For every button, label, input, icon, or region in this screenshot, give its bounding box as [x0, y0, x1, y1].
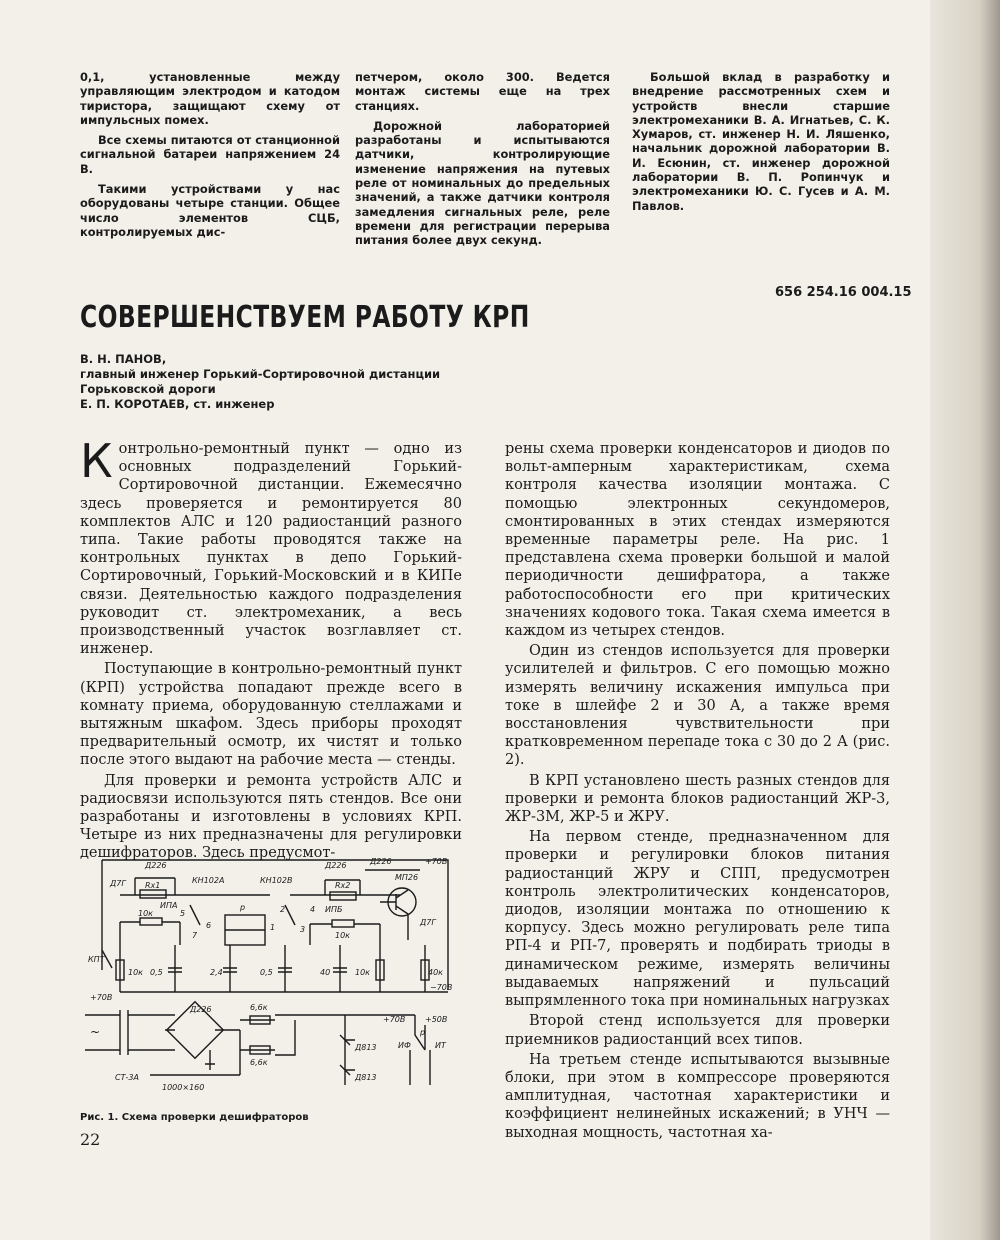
label-6k6-1: 6,6к [250, 1003, 268, 1012]
body-column-1 [80, 434, 462, 863]
paragraph: Дорожной лабораторией разработаны и испытываются датчики, контролирующие изменение напряжения на путевых реле от номинальных до предельных значений, а также датчики контроля замедления сигнальных реле, реле времени для регистрации перерыва питания более двух секунд. [355, 118, 610, 248]
label-c05-2: 0,5 [260, 968, 273, 977]
label-mp26: МП26 [395, 873, 419, 882]
label-3: 3 [300, 925, 306, 934]
label-kn102a: КН102А [192, 876, 225, 885]
label-c24: 2,4 [210, 968, 223, 977]
label-10k-2: 10к [335, 931, 351, 940]
label-minus70: −70В [430, 983, 453, 992]
paragraph: Большой вклад в разработку и внедрение рассмотренных схем и устройств внесли старшие электромеханики В. А. Игнатьев, С. К. Хумаров, ст. инженер Н. И. Ляшенко, начальник дорожной лаборатории В. И. Есюнин, ст. инженер дорожной лаборатории В. П. Ропинчук и электромеханики Ю. С. Гусев и А. М. Павлов. [632, 70, 890, 213]
udk-code: 656 254.16 004.15 [775, 285, 912, 300]
paragraph: Для проверки и ремонта устройств АЛС и радиосвязи используются пять стендов. Все они разработаны и изготовлены в условиях КРП. Четыре из них предназначены для регулировки дешифраторов. Здесь предусмот- [80, 772, 462, 862]
label-c40: 40 [320, 968, 331, 977]
body-column-2 [505, 440, 890, 1142]
label-tilde: ~ [90, 1025, 101, 1039]
label-plus70-left: +70В [90, 993, 113, 1002]
label-kpt: КПТ [88, 955, 105, 964]
label-d813-1: Д813 [355, 1043, 377, 1052]
top-column-3 [632, 70, 890, 219]
label-p2: р [420, 1028, 426, 1037]
label-6: 6 [206, 921, 212, 930]
label-4: 4 [310, 905, 316, 914]
label-plus70-top: +70В [425, 857, 448, 866]
paragraph-text: онтрольно-ремонтный пункт — одно из основных подразделений Горький-Сортировочной дистанции. Ежемесячно здесь проверяется и ремонтируется 80 комплектов АЛС и 120 радиостанций разного типа. Такие работы проводятся также на контрольных пунктах в депо Горький-Сортировочный, Горький-Московский и в КИПе связи. Деятельностью каждого подразделения руководит ст. электромеханик, а весь производственный участок возглавляет ст. инженер. [80, 441, 462, 658]
authors-block [80, 352, 440, 412]
label-c1000: 1000×160 [162, 1083, 205, 1092]
author-1-org: Горьковской дороги [80, 382, 216, 396]
label-plus70-bottom: +70В [383, 1015, 406, 1024]
label-if: ИФ [398, 1041, 411, 1050]
article-title: СОВЕРШЕНСТВУЕМ РАБОТУ КРП [80, 300, 530, 335]
top-column-1 [80, 70, 340, 245]
label-d7g-left: Д7Г [110, 879, 126, 888]
label-6k6-2: 6,6к [250, 1058, 268, 1067]
paragraph: На третьем стенде испытываются вызывные блоки, при этом в компрессоре проверяются амплитудная, частотная характеристики и коэффициент нелинейных искажений; в УНЧ — выходная мощность, частотная ха- [505, 1051, 890, 1141]
label-10k-1: 10к [138, 909, 154, 918]
label-p: р [240, 903, 246, 912]
label-40k: 40к [428, 968, 444, 977]
paragraph: Второй стенд используется для проверки приемников радиостанций всех типов. [505, 1013, 890, 1048]
paragraph [80, 434, 462, 658]
label-d226-2: Д226 [325, 861, 347, 870]
label-ipb: ИПБ [325, 905, 343, 914]
label-c05-1: 0,5 [150, 968, 163, 977]
page-number: 22 [80, 1130, 101, 1149]
label-rx1: Rx1 [145, 881, 161, 890]
paragraph: Такими устройствами у нас оборудованы четыре станции. Общее число элементов СЦБ, контролируемых дис- [80, 182, 340, 239]
paragraph: 0,1, установленные между управляющим электродом и катодом тиристора, защищают схему от импульсных помех. [80, 70, 340, 127]
label-d813-2: Д813 [355, 1073, 377, 1082]
label-d226-1: Д226 [145, 861, 167, 870]
label-d226-3: Д226 [370, 857, 392, 866]
label-ipa: ИПА [160, 901, 178, 910]
author-1-name: В. Н. ПАНОВ, [80, 352, 167, 366]
label-rx2: Rx2 [335, 881, 351, 890]
label-1: 1 [270, 923, 276, 932]
label-it: ИТ [435, 1041, 446, 1050]
paragraph: В КРП установлено шесть разных стендов для проверки и ремонта блоков радиостанций ЖР-3, ЖР-3М, ЖР-5 и ЖРУ. [505, 772, 890, 826]
circuit-diagram [80, 850, 465, 1105]
paragraph: На первом стенде, предназначенном для проверки и регулировки блоков питания радиостанций ЖРУ и СПП, предусмотрен контроль электролитических конденсаторов, диодов, изоляции монтажа по отношению к корпусу. Здесь можно регулировать реле типа РП-4 и РП-7, проверять и подбирать триоды в динамическом режиме, измерять величины выдаваемых напряжений и пульсаций выпрямленного тока при номинальных нагрузках [505, 829, 890, 1010]
label-d226-4: Д226 [190, 1005, 212, 1014]
label-10k-3: 10к [128, 968, 144, 977]
author-1-role: главный инженер Горький-Сортировочной дистанции [80, 367, 441, 381]
label-kn102v: КН102В [260, 876, 293, 885]
paragraph: Поступающие в контрольно-ремонтный пункт (КРП) устройства попадают прежде всего в комнату приема, оборудованную стеллажами и вытяжным шкафом. Здесь приборы проходят предварительный осмотр, их чистят и только после этого выдают на рабочие места — стенды. [80, 661, 462, 769]
label-7: 7 [192, 931, 198, 940]
figure-caption: Рис. 1. Схема проверки дешифраторов [80, 1112, 309, 1123]
drop-cap: К [80, 434, 113, 488]
paragraph: петчером, около 300. Ведется монтаж системы еще на трех станциях. [355, 70, 610, 113]
label-st3a: СТ-3А [115, 1073, 139, 1082]
paragraph: Все схемы питаются от станционной сигнальной батареи напряжением 24 В. [80, 133, 340, 176]
paragraph: рены схема проверки конденсаторов и диодов по вольт-амперным характеристикам, схема контроля качества изоляции монтажа. С помощью электронных секундомеров, смонтированных в этих стендах измеряются временные параметры реле. На рис. 1 представлена схема проверки большой и малой периодичности дешифратора, а также работоспособности его при критических значениях кодового тока. Такая схема имеется в каждом из четырех стендов. [505, 441, 890, 640]
page-edge-shadow [930, 0, 1000, 1240]
label-5: 5 [180, 909, 186, 918]
label-10k-4: 10к [355, 968, 371, 977]
label-2: 2 [280, 905, 286, 914]
paragraph: Один из стендов используется для проверки усилителей и фильтров. С его помощью можно измерять величину искажения импульса при токе в шлейфе 2 и 30 А, а также время восстановления чувствительности при кратковременном перепаде тока с 30 до 2 А (рис. 2). [505, 643, 890, 769]
label-d7g-right: Д7Г [420, 918, 436, 927]
label-plus50: +50В [425, 1015, 448, 1024]
top-column-2 [355, 70, 610, 254]
author-2: Е. П. КОРОТАЕВ, ст. инженер [80, 397, 275, 411]
